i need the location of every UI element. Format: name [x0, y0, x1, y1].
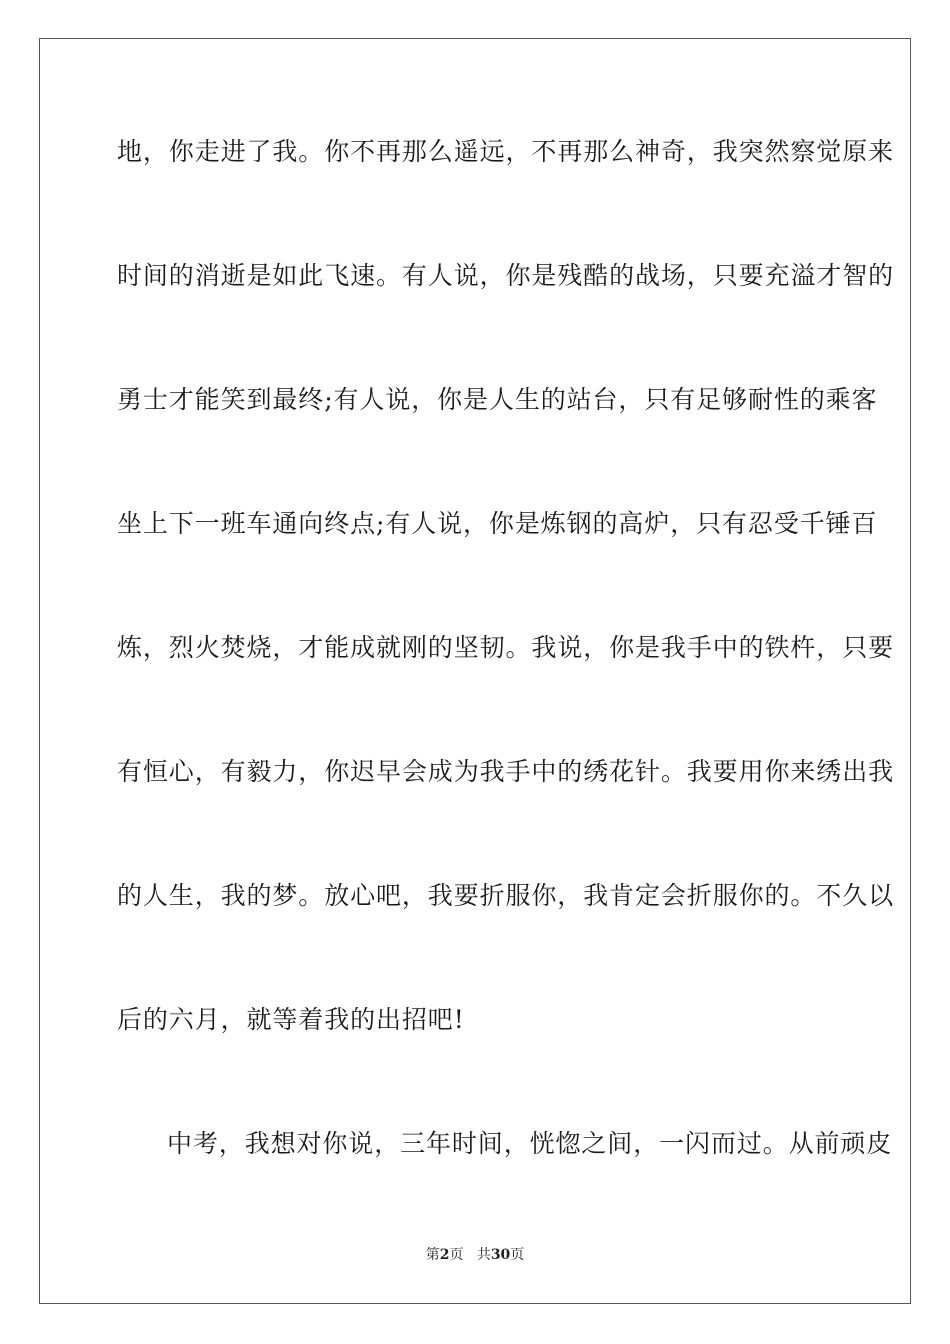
body-line-8: 后的六月，就等着我的出招吧!	[117, 1005, 465, 1034]
page-suffix: 页	[449, 1247, 464, 1263]
total-prefix: 共	[476, 1247, 491, 1263]
total-suffix: 页	[510, 1247, 525, 1263]
total-pages: 30	[490, 1247, 511, 1263]
page-number: 2	[439, 1247, 450, 1263]
body-line-7: 的人生，我的梦。放心吧，我要折服你，我肯定会折服你的。不久以	[117, 881, 895, 910]
body-line-1: 地，你走进了我。你不再那么遥远，不再那么神奇，我突然察觉原来	[117, 137, 895, 166]
paragraph-start-line: 中考，我想对你说，三年时间，恍惚之间，一闪而过。从前顽皮	[167, 1129, 893, 1158]
page-prefix: 第	[425, 1247, 440, 1263]
body-line-2: 时间的消逝是如此飞速。有人说，你是残酷的战场，只要充溢才智的	[117, 261, 895, 290]
body-line-5: 炼，烈火焚烧，才能成就刚的坚韧。我说，你是我手中的铁杵，只要	[117, 633, 895, 662]
page-footer	[0, 1246, 950, 1264]
body-line-6: 有恒心，有毅力，你迟早会成为我手中的绣花针。我要用你来绣出我	[117, 757, 895, 786]
page-frame	[39, 38, 911, 1304]
body-line-4: 坐上下一班车通向终点;有人说，你是炼钢的高炉，只有忍受千锤百	[117, 509, 878, 538]
body-line-3: 勇士才能笑到最终;有人说，你是人生的站台，只有足够耐性的乘客	[117, 385, 878, 414]
